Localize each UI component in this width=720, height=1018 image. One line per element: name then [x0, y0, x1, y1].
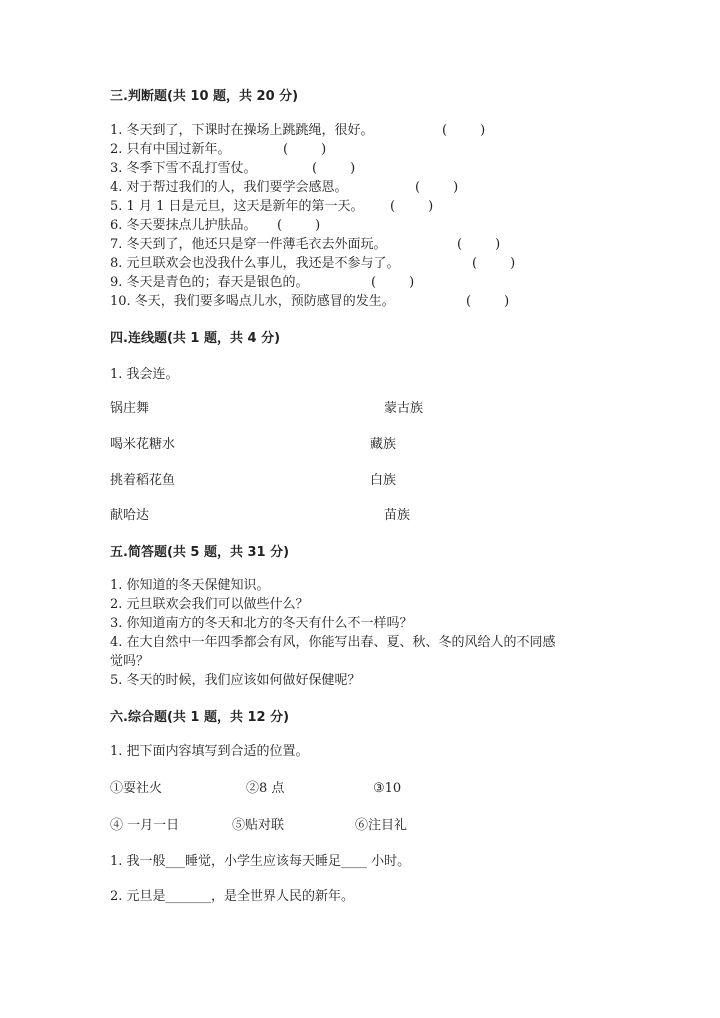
section6-heading: 六.综合题(共 1 题，共 12 分) — [110, 710, 290, 725]
answer-blank[interactable]: ( ) — [277, 218, 321, 233]
section4-heading: 四.连线题(共 1 题，共 4 分) — [110, 331, 281, 346]
judgement-item: 7. 冬天到了，他还只是穿一件薄毛衣去外面玩。 — [110, 237, 387, 252]
answer-blank[interactable]: ( ) — [283, 142, 327, 157]
match-left-item[interactable]: 挑着稻花鱼 — [110, 473, 176, 488]
option-item: ④ 一月一日 — [110, 818, 180, 833]
fill-question: 1. 把下面内容填写到合适的位置。 — [110, 744, 309, 759]
match-left-item[interactable]: 锅庄舞 — [110, 401, 150, 416]
answer-blank[interactable]: ( ) — [390, 199, 434, 214]
option-item: ②8 点 — [246, 781, 285, 796]
section5-heading: 五.简答题(共 5 题，共 31 分) — [110, 545, 290, 560]
match-right-item[interactable]: 苗族 — [384, 508, 411, 523]
answer-blank[interactable]: ( ) — [442, 123, 486, 138]
judgement-item: 3. 冬季下雪不乱打雪仗。 — [110, 161, 257, 176]
match-right-item[interactable]: 白族 — [370, 473, 397, 488]
answer-blank[interactable]: ( ) — [371, 275, 415, 290]
short-answer-item: 1. 你知道的冬天保健知识。 — [110, 578, 270, 593]
match-right-item[interactable]: 蒙古族 — [384, 401, 424, 416]
section3-heading: 三.判断题(共 10 题，共 20 分) — [110, 89, 299, 104]
judgement-item: 9. 冬天是青色的；春天是银色的。 — [110, 275, 309, 290]
fill-blank-item[interactable]: 1. 我一般___睡觉，小学生应该每天睡足____ 小时。 — [110, 854, 411, 869]
answer-blank[interactable]: ( ) — [457, 237, 501, 252]
match-left-item[interactable]: 喝米花糖水 — [110, 437, 176, 452]
matching-question: 1. 我会连。 — [110, 367, 179, 382]
answer-blank[interactable]: ( ) — [415, 180, 459, 195]
short-answer-item-continued: 觉吗？ — [110, 654, 150, 669]
judgement-item: 8. 元旦联欢会也没我什么事儿，我还是不参与了。 — [110, 256, 400, 271]
answer-blank[interactable]: ( ) — [312, 161, 356, 176]
judgement-item: 4. 对于帮过我们的人，我们要学会感恩。 — [110, 180, 348, 195]
judgement-item: 5. 1 月 1 日是元旦，这天是新年的第一天。 — [110, 199, 364, 214]
answer-blank[interactable]: ( ) — [472, 256, 516, 271]
short-answer-item: 2. 元旦联欢会我们可以做些什么？ — [110, 597, 309, 612]
option-item: ⑥注目礼 — [355, 818, 408, 833]
judgement-item: 6. 冬天要抹点儿护肤品。 — [110, 218, 257, 233]
answer-blank[interactable]: ( ) — [466, 294, 510, 309]
option-item: ①耍社火 — [110, 781, 163, 796]
judgement-item: 2. 只有中国过新年。 — [110, 142, 231, 157]
option-item: ⑤贴对联 — [232, 818, 285, 833]
judgement-item: 1. 冬天到了，下课时在操场上跳跳绳，很好。 — [110, 123, 374, 138]
fill-blank-item[interactable]: 2. 元旦是_______，是全世界人民的新年。 — [110, 889, 355, 904]
short-answer-item: 3. 你知道南方的冬天和北方的冬天有什么不一样吗？ — [110, 616, 413, 631]
option-item: ③10 — [373, 781, 402, 796]
match-right-item[interactable]: 藏族 — [370, 437, 397, 452]
judgement-item: 10. 冬天，我们要多喝点儿水，预防感冒的发生。 — [110, 294, 395, 309]
short-answer-item: 5. 冬天的时候，我们应该如何做好保健呢？ — [110, 673, 361, 688]
match-left-item[interactable]: 献哈达 — [110, 508, 150, 523]
short-answer-item: 4. 在大自然中一年四季都会有风，你能写出春、夏、秋、冬的风给人的不同感 — [110, 635, 556, 650]
